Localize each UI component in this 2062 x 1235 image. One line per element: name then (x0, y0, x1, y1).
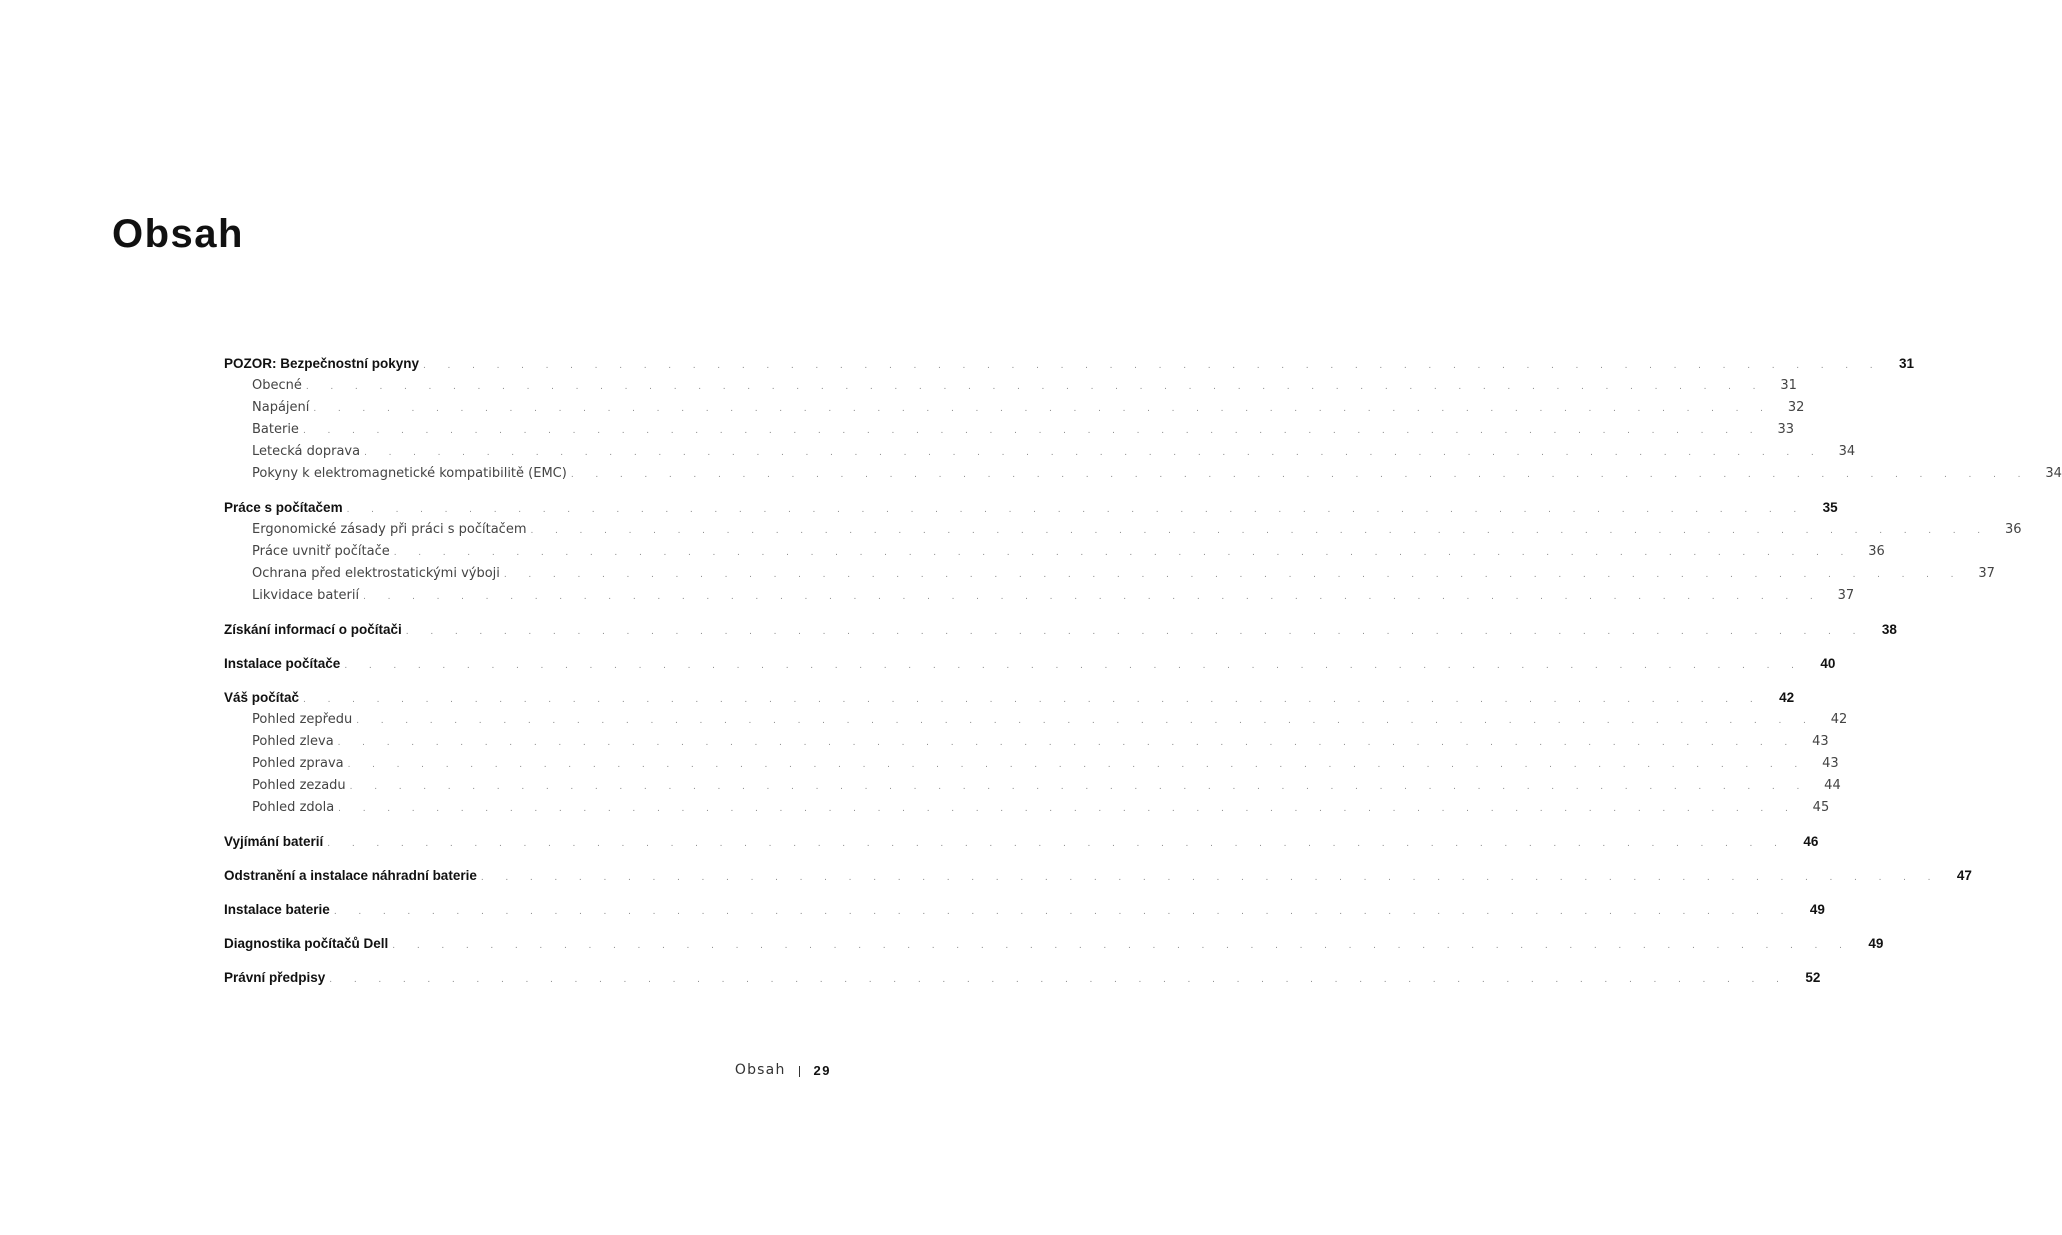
toc-chapter-entry[interactable] (224, 933, 1884, 955)
toc-entry-label: Právní předpisy (224, 970, 326, 985)
toc-entry-label: Ergonomické zásady při práci s počítačem (252, 522, 527, 537)
toc-entry-page-number: 34 (2045, 466, 2062, 481)
toc-entry-page-number: 40 (1820, 656, 1836, 671)
toc-dot-leader: . . . . . . . . . . . . . . . . . . . . . . . . . . . . . . . . . . . . . . . . . . . . . . . . . . . . . . . . . . . . (530, 526, 1990, 536)
toc-chapter-entry[interactable] (224, 497, 1838, 519)
toc-entry-page-number: 44 (1824, 778, 1841, 793)
toc-chapter-entry[interactable] (224, 687, 1795, 709)
toc-entry-page-number: 31 (1899, 356, 1915, 371)
toc-dot-leader: . . . . . . . . . . . . . . . . . . . . . . . . . . . . . . . . . . . . . . . . . . . . . . . . . . . . . . . . . . . . (393, 548, 1853, 558)
toc-entry-page-number: 52 (1805, 970, 1821, 985)
toc-entry-page-number: 43 (1822, 756, 1839, 771)
toc-entry-page-number: 42 (1779, 690, 1795, 705)
toc-entry-label: Váš počítač (224, 690, 300, 705)
toc-chapter-entry[interactable] (224, 831, 1819, 853)
toc-entry-page-number: 45 (1812, 800, 1830, 815)
toc-chapter-entry[interactable] (224, 653, 1836, 675)
toc-section-entry[interactable] (224, 563, 1995, 585)
toc-section-entry[interactable] (224, 397, 1805, 419)
toc-dot-leader: . . . . . . . . . . . . . . . . . . . . . . . . . . . . . . . . . . . . . . . . . . . . . . . . . . . . . . . . . . . . (392, 941, 1852, 951)
toc-entry-label: Napájení (252, 400, 310, 415)
toc-entry-label: Vyjímání baterií (224, 834, 324, 849)
toc-entry-page-number: 31 (1780, 378, 1797, 393)
toc-entry-label: Pohled zprava (252, 756, 344, 771)
toc-section-entry[interactable] (224, 585, 1855, 607)
toc-chapter-entry[interactable] (224, 899, 1825, 921)
toc-entry-label: Pohled zdola (252, 800, 335, 815)
toc-dot-leader: . . . . . . . . . . . . . . . . . . . . . . . . . . . . . . . . . . . . . . . . . . . . . . . . . . . . . . . . . . . . (338, 804, 1798, 814)
toc-entry-label: Práce s počítačem (224, 500, 343, 515)
toc-dot-leader: . . . . . . . . . . . . . . . . . . . . . . . . . . . . . . . . . . . . . . . . . . . . . . . . . . . . . . . . . . . . (327, 839, 1787, 849)
toc-entry-page-number: 43 (1812, 734, 1829, 749)
toc-chapter-entry[interactable] (224, 967, 1821, 989)
toc-dot-leader: . . . . . . . . . . . . . . . . . . . . . . . . . . . . . . . . . . . . . . . . . . . . . . . . . . . . . . . . . . . . (356, 716, 1816, 726)
toc-dot-leader: . . . . . . . . . . . . . . . . . . . . . . . . . . . . . . . . . . . . . . . . . . . . . . . . . . . . . . . . . . . . (305, 382, 1765, 392)
toc-section-entry[interactable] (224, 375, 1797, 397)
toc-entry-page-number: 33 (1777, 422, 1794, 437)
toc-entry-label: Pohled zezadu (252, 778, 346, 793)
toc-entry-page-number: 46 (1803, 834, 1819, 849)
toc-section-entry[interactable] (224, 775, 1841, 797)
toc-entry-page-number: 37 (1837, 588, 1855, 603)
table-of-contents (224, 353, 2062, 989)
toc-entry-label: Letecká doprava (252, 444, 361, 459)
toc-entry-label: Pohled zepředu (252, 712, 353, 727)
toc-dot-leader: . . . . . . . . . . . . . . . . . . . . . . . . . . . . . . . . . . . . . . . . . . . . . . . . . . . . . . . . . . . . (423, 361, 1883, 371)
toc-dot-leader: . . . . . . . . . . . . . . . . . . . . . . . . . . . . . . . . . . . . . . . . . . . . . . . . . . . . . . . . . . . . (344, 661, 1804, 671)
footer-divider (799, 1066, 800, 1077)
toc-entry-label: Diagnostika počítačů Dell (224, 936, 389, 951)
toc-entry-label: Pohled zleva (252, 734, 334, 749)
toc-dot-leader: . . . . . . . . . . . . . . . . . . . . . . . . . . . . . . . . . . . . . . . . . . . . . . . . . . . . . . . . . . . . (347, 760, 1807, 770)
toc-chapter-entry[interactable] (224, 619, 1897, 641)
toc-dot-leader: . . . . . . . . . . . . . . . . . . . . . . . . . . . . . . . . . . . . . . . . . . . . . . . . . . . . . . . . . . . . (333, 907, 1793, 917)
toc-entry-label: Získání informací o počítači (224, 622, 402, 637)
toc-section-entry[interactable] (224, 541, 1885, 563)
toc-entry-page-number: 36 (1868, 544, 1885, 559)
toc-section-entry[interactable] (224, 519, 2022, 541)
toc-entry-page-number: 38 (1881, 622, 1897, 637)
toc-section-entry[interactable] (224, 753, 1839, 775)
toc-section-entry[interactable] (224, 797, 1830, 819)
toc-entry-label: Likvidace baterií (252, 588, 360, 603)
toc-entry-label: Odstranění a instalace náhradní baterie (224, 868, 477, 883)
toc-dot-leader: . . . . . . . . . . . . . . . . . . . . . . . . . . . . . . . . . . . . . . . . . . . . . . . . . . . . . . . . . . . . (570, 470, 2030, 480)
toc-entry-label: Instalace počítače (224, 656, 341, 671)
toc-section-entry[interactable] (224, 419, 1794, 441)
toc-chapter-entry[interactable] (224, 865, 1972, 887)
toc-chapter-entry[interactable] (224, 353, 1915, 375)
toc-dot-leader: . . . . . . . . . . . . . . . . . . . . . . . . . . . . . . . . . . . . . . . . . . . . . . . . . . . . . . . . . . . . (405, 627, 1865, 637)
toc-entry-page-number: 42 (1830, 712, 1848, 727)
toc-entry-page-number: 36 (2005, 522, 2022, 537)
toc-dot-leader: . . . . . . . . . . . . . . . . . . . . . . . . . . . . . . . . . . . . . . . . . . . . . . . . . . . . . . . . . . . . (363, 592, 1823, 602)
toc-dot-leader: . . . . . . . . . . . . . . . . . . . . . . . . . . . . . . . . . . . . . . . . . . . . . . . . . . . . . . . . . . . . (346, 505, 1806, 515)
toc-dot-leader: . . . . . . . . . . . . . . . . . . . . . . . . . . . . . . . . . . . . . . . . . . . . . . . . . . . . . . . . . . . . (480, 873, 1940, 883)
toc-entry-label: Instalace baterie (224, 902, 330, 917)
toc-dot-leader: . . . . . . . . . . . . . . . . . . . . . . . . . . . . . . . . . . . . . . . . . . . . . . . . . . . . . . . . . . . . (329, 975, 1789, 985)
toc-entry-label: Pokyny k elektromagnetické kompatibilitě (EMC) (252, 466, 567, 481)
footer-section-label: Obsah (734, 1062, 786, 1078)
toc-dot-leader: . . . . . . . . . . . . . . . . . . . . . . . . . . . . . . . . . . . . . . . . . . . . . . . . . . . . . . . . . . . . (302, 426, 1762, 436)
toc-dot-leader: . . . . . . . . . . . . . . . . . . . . . . . . . . . . . . . . . . . . . . . . . . . . . . . . . . . . . . . . . . . . (303, 695, 1763, 705)
toc-entry-label: Baterie (252, 422, 299, 437)
toc-entry-page-number: 37 (1978, 566, 1995, 581)
toc-entry-page-number: 35 (1822, 500, 1838, 515)
toc-dot-leader: . . . . . . . . . . . . . . . . . . . . . . . . . . . . . . . . . . . . . . . . . . . . . . . . . . . . . . . . . . . . (337, 738, 1797, 748)
toc-dot-leader: . . . . . . . . . . . . . . . . . . . . . . . . . . . . . . . . . . . . . . . . . . . . . . . . . . . . . . . . . . . . (313, 404, 1773, 414)
toc-section-entry[interactable] (224, 731, 1829, 753)
toc-section-entry[interactable] (224, 441, 1856, 463)
toc-entry-label: POZOR: Bezpečnostní pokyny (224, 356, 420, 371)
toc-dot-leader: . . . . . . . . . . . . . . . . . . . . . . . . . . . . . . . . . . . . . . . . . . . . . . . . . . . . . . . . . . . . (364, 448, 1824, 458)
page-footer (735, 1060, 831, 1080)
toc-dot-leader: . . . . . . . . . . . . . . . . . . . . . . . . . . . . . . . . . . . . . . . . . . . . . . . . . . . . . . . . . . . . (503, 570, 1963, 580)
toc-dot-leader: . . . . . . . . . . . . . . . . . . . . . . . . . . . . . . . . . . . . . . . . . . . . . . . . . . . . . . . . . . . . (349, 782, 1809, 792)
page-title: Obsah (112, 212, 244, 256)
toc-entry-label: Obecné (252, 378, 302, 393)
toc-entry-label: Práce uvnitř počítače (252, 544, 390, 559)
toc-section-entry[interactable] (224, 709, 1848, 731)
toc-entry-page-number: 49 (1809, 902, 1825, 917)
toc-entry-page-number: 34 (1838, 444, 1856, 459)
toc-entry-page-number: 49 (1868, 936, 1884, 951)
toc-entry-page-number: 32 (1787, 400, 1805, 415)
toc-section-entry[interactable] (224, 463, 2062, 485)
toc-entry-page-number: 47 (1956, 868, 1972, 883)
footer-page-number: 29 (813, 1062, 831, 1078)
toc-entry-label: Ochrana před elektrostatickými výboji (252, 566, 500, 581)
